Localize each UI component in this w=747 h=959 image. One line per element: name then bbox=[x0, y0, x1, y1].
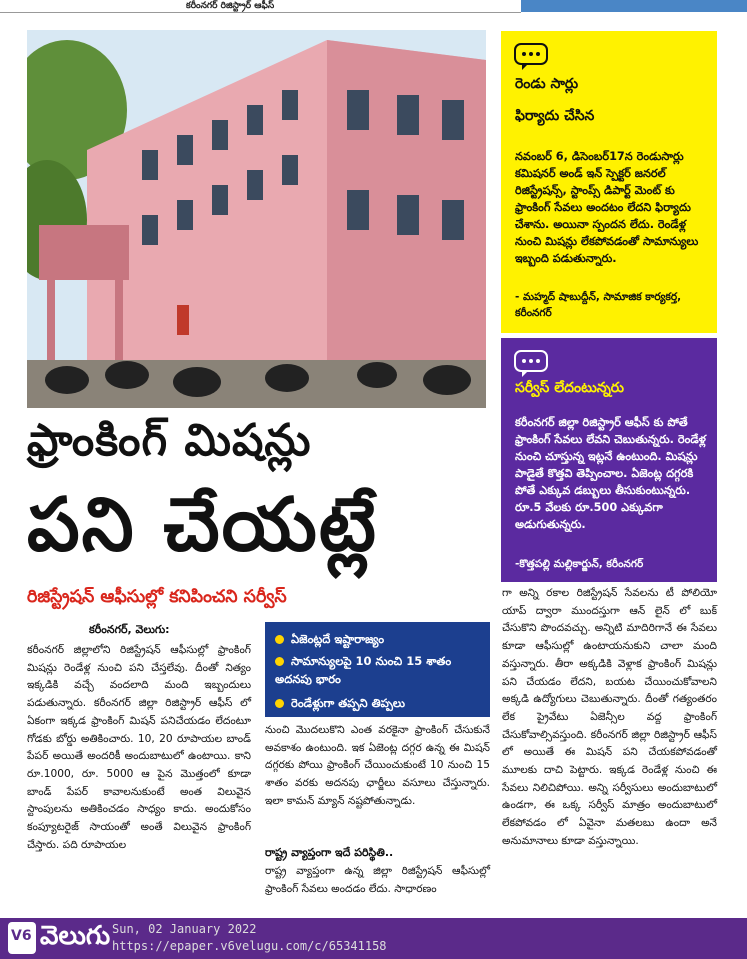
complaint-sidebox bbox=[501, 31, 717, 333]
chat-bubble-icon bbox=[514, 350, 548, 378]
headline-line-1: ఫ్రాంకింగ్ మిషన్లు bbox=[27, 415, 312, 466]
body-column-3: గా అన్ని రకాల రిజిస్ట్రేషన్ సేవలను టీ పోలియో యాప్ ద్వారా ముందస్తుగా ఆన్ లైన్ లో బుక్ చేసుకొని పొందవచ్చు. అన్నిటి మాదిరిగానే ఈ సేవలు కూడా ఆఫీసుల్లో ఉంటాయనుకుని చాలా మంది వస్తున్నారు. తీరా అక్కడికి వెళ్లాక ఫ్రాంకింగ్ మిషన్లు పని చేయడం లేదని, బయట చేయించుకోవాలని అక్కడి ఉద్యోగులు చెబుతున్నారు. దీంతో గత్యంతరం లేక ప్రైవేటు ఏజెన్సీల వద్ద ఫ్రాంకింగ్ చేసుకోవాల్సివస్తుంది. కరీంనగర్ జిల్లా రిజిస్ట్రార్ ఆఫీస్ లో అయితే ఈ మిషన్ పని చేయకపోవడంతో మూలకు దాచి పెట్టారు. ఇక్కడ రెండేళ్ల నుంచి ఈ సేవలు నిలిచిపోయి. అన్ని సర్వీసులు అందుబాటులో ఉండగా, ఈ ఒక్క సర్వీస్ మాత్రం అందుబాటులో లేకపోవడం లో ఏవైనా మతలబు ఉందా అనే అనుమానాలు కూడా వస్తున్నాయి. bbox=[502, 587, 717, 847]
top-rule bbox=[0, 12, 521, 13]
subheadline: రిజిస్ట్రేషన్ ఆఫీసుల్లో కనిపించని సర్వీస్ bbox=[27, 587, 287, 607]
bullet-dot-icon bbox=[275, 635, 284, 644]
complaint-title-2: ఫిర్యాదు చేసిన bbox=[515, 108, 595, 124]
byline: కరీంనగర్, వెలుగు: bbox=[89, 623, 170, 636]
body-column-2: నుంచి మొదలుకొని ఎంత వరకైనా ఫ్రాంకింగ్ చేసుకునే అవకాశం ఉంటుంది. ఇక ఏజెంట్ల దగ్గర ఉన్న ఈ మిషన్ దగ్గరకు పోయి ఫ్రాంకింగ్ చేయించుకుంటే 10 నుంచి 15 శాతం వరకు అదనపు ఛార్జీలు వసూలు చేస్తున్నారు. ఇలా కామన్ మ్యాన్ నష్టపోతున్నాడు. bbox=[265, 724, 490, 807]
bullet-dot-icon bbox=[275, 657, 284, 666]
body-column-2b: రాష్ట్ర వ్యాప్తంగా ఉన్న జిల్లా రిజిస్ట్రేషన్ ఆఫీసుల్లో ఫ్రాంకింగ్ సేవలు అందడం లేదు. సాధారణం bbox=[265, 865, 490, 895]
service-signature: -కొత్తపల్లి మల్లికార్జున్, కరీంనగర్ bbox=[515, 558, 644, 570]
highlights-box bbox=[265, 622, 490, 717]
column-2-subhead: రాష్ట్ర వ్యాప్తంగా ఇదే పరిస్థితి.. bbox=[265, 846, 394, 859]
top-blue-bar bbox=[521, 0, 747, 12]
bullet-dot-icon bbox=[275, 699, 284, 708]
v6-logo: V6 bbox=[8, 922, 36, 954]
highlight-item: ఏజెంట్లదే ఇష్టారాజ్యం bbox=[275, 630, 485, 648]
highlight-item: సామాన్యులపై 10 నుంచి 15 శాతం అదనపు భారం bbox=[275, 654, 452, 686]
epaper-url[interactable]: https://epaper.v6velugu.com/c/65341158 bbox=[112, 939, 387, 953]
chat-bubble-icon bbox=[514, 43, 548, 71]
brand-name: వెలుగు bbox=[40, 921, 111, 951]
highlight-item: రెండేళ్లుగా తప్పని తిప్పలు bbox=[275, 694, 485, 712]
complaint-signature: - మహ్మద్ షాబుద్దీన్, సామాజిక కార్యకర్త, కరీంనగర్ bbox=[515, 291, 682, 319]
headline-line-2: పని చేయట్లే bbox=[27, 482, 378, 568]
footer-bar bbox=[0, 918, 747, 959]
registrar-office-photo bbox=[27, 30, 486, 408]
top-strip bbox=[0, 0, 747, 14]
complaint-title-1: రెండు సార్లు bbox=[515, 76, 579, 92]
section-label: కరీంనగర్ రిజిస్ట్రార్ ఆఫీస్ bbox=[186, 1, 275, 11]
edition-date: Sun, 02 January 2022 bbox=[112, 922, 257, 936]
service-sidebox bbox=[501, 338, 717, 582]
service-title: సర్వీస్ లేదంటున్నరు bbox=[515, 380, 624, 396]
service-body: కరీంనగర్ జిల్లా రిజిస్ట్రార్ ఆఫీస్ కు పోతే ఫ్రాంకింగ్ సేవలు లేవని చెబుతున్నరు. రెండేళ్ల నుంచి చూస్తున్న ఇట్లనే ఉంటుంది. మిషన్లు పాడైతే కొత్తవి తెప్పించాల. ఏజెంట్ల దగ్గరకి పోతే ఎక్కువ డబ్బులు తీసుకుంటున్నరు. రూ.5 వేలకు రూ.500 ఎక్కువగా అడుగుతున్నరు. bbox=[515, 416, 706, 531]
body-column-1: కరీంనగర్ జిల్లాలోని రిజిస్ట్రేషన్ ఆఫీసుల్లో ఫ్రాంకింగ్ మిషన్లు రెండేళ్ల నుంచి పని చేస్తలేవు. దీంతో నిత్యం ఇక్కడికి వచ్చే వందలాది మంది ఇబ్బందులు పడుతున్నారు. కరీంనగర్ జిల్లా రిజిస్ట్రార్ ఆఫీస్ లో ఏకంగా ఇక్కడ ఫ్రాంకింగ్ మిషన్ పనిచేయడం లేదంటూ గోడకు బోర్డు అతికించారు. 10, 20 రూపాయల బాండ్ పేపర్ అయితే అందరికీ అందుబాటులో ఉంటాయి. కాని రూ.1000, రూ. 5000 ఆ పైన మొత్తంలో కూడా బాండ్ పేపర్ కావాలనుకుంటే అంత విలువైన స్టాంపులను అతికించడం సాధ్యం కాదు. అందుకోసం కంప్యూటరైజ్ సాయంతో అంతే విలువైన ఫ్రాంకింగ్ చేస్తారు. పది రూపాయల bbox=[27, 644, 251, 851]
complaint-body: నవంబర్ 6, డిసెంబర్17న రెండుసార్లు కమిషనర్ అండ్ ఇన్ స్పెక్టర్ జనరల్ రిజిస్ట్రేషన్స్, స్టాంప్స్ డిపార్ట్ మెంట్ కు ఫ్రాంకింగ్ సేవలు అందటం లేదని ఫిర్యాదు చేశాను. అయినా స్పందన లేదు. రెండేళ్ల నుంచి మిషన్లు లేకపోవడంతో సామాన్యులు ఇబ్బంది పడుతున్నారు. bbox=[515, 150, 699, 265]
building-illustration bbox=[27, 30, 486, 408]
